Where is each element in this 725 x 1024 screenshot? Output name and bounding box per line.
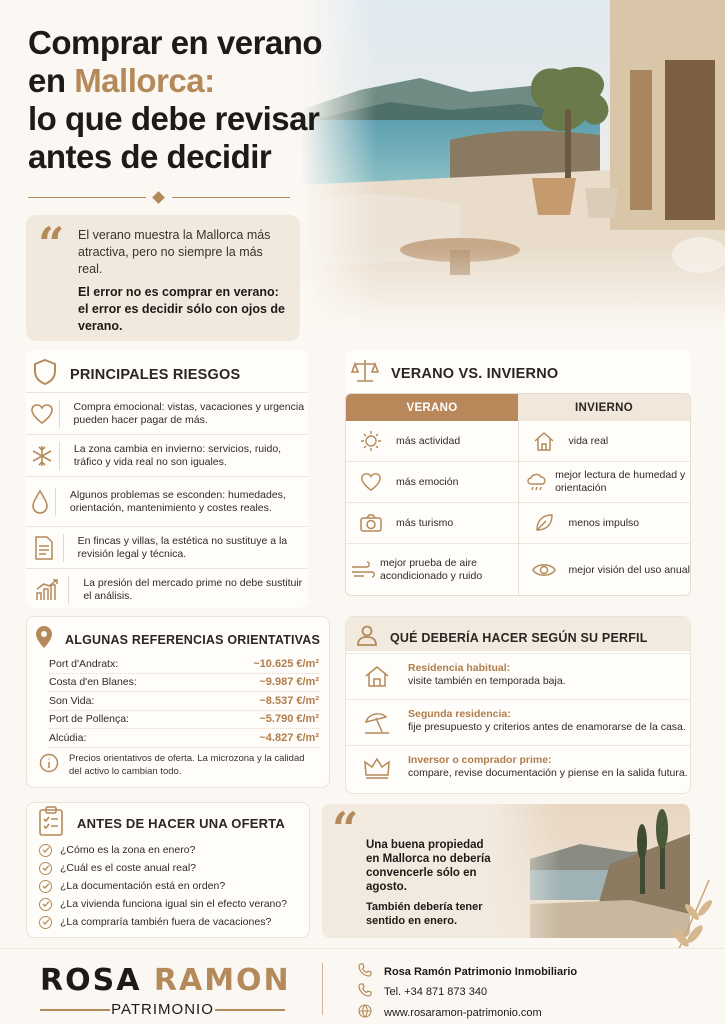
home-icon bbox=[346, 662, 408, 688]
ref-place: Port de Pollença: bbox=[49, 713, 129, 726]
closing-line-2: También debería tener sentido en enero. bbox=[366, 901, 483, 927]
intro-quote-bold: El error no es comprar en verano: el error es decidir sólo con ojos de verano. bbox=[78, 285, 286, 333]
checklist-item bbox=[39, 877, 287, 895]
document-icon bbox=[26, 534, 64, 562]
table-row bbox=[49, 674, 319, 693]
eye-icon bbox=[519, 562, 569, 578]
brand-subtitle: PATRIMONIO bbox=[111, 1001, 214, 1018]
summer-text: más actividad bbox=[396, 434, 461, 447]
winter-header: INVIERNO bbox=[518, 394, 690, 421]
location-pin-icon bbox=[35, 625, 53, 654]
clipboard-icon bbox=[37, 805, 65, 842]
profile-item bbox=[346, 653, 690, 699]
risk-text: Compra emocional: vistas, vacaciones y urgencia pueden hacer pagar de más. bbox=[73, 400, 305, 426]
perfil-title: QUÉ DEBERÍA HACER SEGÚN SU PERFIL bbox=[390, 630, 648, 645]
web-line[interactable] bbox=[358, 1004, 542, 1021]
ref-place: Costa d'en Blanes: bbox=[49, 676, 137, 689]
scale-icon bbox=[351, 358, 379, 389]
list-item bbox=[26, 392, 308, 434]
quote-icon: “ bbox=[332, 804, 359, 856]
company-line bbox=[358, 963, 577, 980]
profile-key: Inversor o comprador prime: bbox=[408, 754, 552, 766]
winter-row bbox=[519, 544, 691, 596]
table-row bbox=[49, 692, 319, 711]
list-item bbox=[26, 476, 308, 526]
checklist-item bbox=[39, 841, 287, 859]
summer-text: mejor prueba de aire acondicionado y ruido bbox=[380, 557, 483, 582]
leaf-icon bbox=[519, 512, 569, 534]
riesgos-title: PRINCIPALES RIESGOS bbox=[70, 366, 241, 383]
heart-icon bbox=[26, 400, 60, 428]
heart-icon bbox=[346, 472, 396, 492]
house-icon bbox=[519, 430, 569, 452]
phone-icon bbox=[358, 963, 372, 980]
snowflake-icon bbox=[26, 442, 60, 470]
shield-icon bbox=[32, 358, 58, 391]
ref-value: ~9.987 €/m² bbox=[259, 676, 319, 689]
checklist-text: ¿La vivienda funciona igual sin el efecto verano? bbox=[60, 898, 288, 910]
person-icon bbox=[356, 624, 378, 651]
hero-image bbox=[300, 0, 725, 330]
title-divider bbox=[28, 192, 290, 204]
referencias-note: Precios orientativos de oferta. La microzona y la calidad del activo lo cambian todo. bbox=[69, 753, 305, 777]
profile-item bbox=[346, 699, 690, 747]
company-name: Rosa Ramón Patrimonio Inmobiliario bbox=[384, 965, 578, 978]
ref-value: ~4.827 €/m² bbox=[259, 731, 319, 744]
winter-row bbox=[519, 503, 691, 544]
globe-icon bbox=[358, 1004, 372, 1021]
title-line-2-a: en bbox=[28, 62, 75, 99]
title-line-1: Comprar en verano bbox=[28, 24, 323, 61]
summer-row bbox=[346, 462, 518, 503]
summer-row bbox=[346, 544, 518, 596]
checklist-item bbox=[39, 895, 287, 913]
summer-row bbox=[346, 421, 518, 462]
crown-icon bbox=[346, 754, 408, 780]
risk-text: La zona cambia en invierno: servicios, ruido, tráfico y vida real no son iguales. bbox=[73, 442, 282, 468]
phone-icon bbox=[358, 983, 372, 1000]
referencias-title: ALGUNAS REFERENCIAS ORIENTATIVAS bbox=[65, 632, 321, 647]
vs-table bbox=[345, 393, 691, 596]
chart-icon bbox=[26, 576, 69, 604]
title-line-3: lo que debe revisar bbox=[28, 100, 320, 137]
sun-icon bbox=[346, 430, 396, 452]
profile-key: Residencia habitual: bbox=[408, 662, 511, 674]
checklist-item bbox=[39, 913, 287, 931]
riesgos-card bbox=[26, 350, 308, 608]
info-icon bbox=[39, 753, 59, 778]
referencias-card bbox=[26, 616, 330, 788]
title-accent: Mallorca: bbox=[74, 62, 215, 99]
website-link[interactable]: www.rosaramon-patrimonio.com bbox=[384, 1006, 542, 1019]
summer-row bbox=[346, 503, 518, 544]
winter-row bbox=[519, 462, 691, 503]
winter-text: vida real bbox=[568, 434, 609, 447]
risk-text: Algunos problemas se esconden: humedades, orientación, mantenimiento y costes reales. bbox=[69, 488, 286, 514]
phone-line[interactable] bbox=[358, 983, 487, 1000]
table-row bbox=[49, 655, 319, 674]
checklist-text: ¿Cuál es el coste anual real? bbox=[60, 862, 196, 874]
closing-line-1: Una buena propiedad en Mallorca no debería convencerle sólo en agosto. bbox=[366, 839, 491, 893]
intro-quote-text: El verano muestra la Mallorca más atractiva, pero no siempre la más real. bbox=[78, 228, 271, 276]
ref-value: ~10.625 €/m² bbox=[253, 657, 319, 670]
summer-header: VERANO bbox=[346, 394, 518, 421]
check-icon bbox=[39, 862, 52, 875]
footer bbox=[0, 948, 725, 1024]
ref-place: Son Vida: bbox=[49, 694, 95, 707]
vs-title: VERANO VS. INVIERNO bbox=[391, 365, 559, 382]
check-icon bbox=[39, 880, 52, 893]
table-row bbox=[49, 729, 319, 748]
brand-logo bbox=[40, 963, 291, 998]
ref-place: Alcúdia: bbox=[49, 731, 87, 744]
profile-item bbox=[346, 745, 690, 793]
winter-text: menos impulso bbox=[568, 516, 640, 529]
list-item bbox=[26, 568, 308, 610]
profile-desc: compare, revise documentación y piense en la salida futura. bbox=[408, 767, 688, 779]
camera-icon bbox=[346, 513, 396, 533]
winter-text: mejor lectura de humedad y orientación bbox=[555, 469, 686, 494]
ref-value: ~8.537 €/m² bbox=[259, 694, 319, 707]
summer-text: más emoción bbox=[396, 475, 459, 488]
water-drop-icon bbox=[26, 488, 56, 516]
risk-text: La presión del mercado prime no debe sustituir el análisis. bbox=[83, 576, 303, 602]
ref-place: Port d'Andratx: bbox=[49, 657, 119, 670]
intro-quote bbox=[26, 215, 300, 341]
brand-name-b: RAMON bbox=[153, 963, 291, 998]
check-icon bbox=[39, 916, 52, 929]
checklist-text: ¿Cómo es la zona en enero? bbox=[60, 844, 196, 856]
title-line-4: antes de decidir bbox=[28, 138, 272, 175]
brand-name-a: ROSA bbox=[40, 963, 154, 998]
profile-key: Segunda residencia: bbox=[408, 708, 511, 720]
oferta-title: ANTES DE HACER UNA OFERTA bbox=[77, 816, 285, 831]
wind-icon bbox=[346, 560, 380, 580]
winter-row bbox=[519, 421, 691, 462]
rain-cloud-icon bbox=[519, 471, 556, 493]
diamond-icon bbox=[152, 191, 165, 204]
table-row bbox=[49, 711, 319, 730]
oferta-card bbox=[26, 802, 310, 938]
check-icon bbox=[39, 898, 52, 911]
title-line-2 bbox=[28, 62, 348, 100]
winter-text: mejor visión del uso anual bbox=[568, 563, 690, 576]
list-item bbox=[26, 434, 308, 476]
checklist-text: ¿La compraría también fuera de vacaciones? bbox=[60, 916, 272, 928]
perfil-card bbox=[345, 616, 691, 794]
beach-umbrella-icon bbox=[346, 708, 408, 736]
check-icon bbox=[39, 844, 52, 857]
list-item bbox=[26, 526, 308, 568]
checklist-item bbox=[39, 859, 287, 877]
ref-value: ~5.790 €/m² bbox=[259, 713, 319, 726]
profile-desc: fije presupuesto y criterios antes de enamorarse de la casa. bbox=[408, 721, 686, 733]
quote-icon: “ bbox=[38, 217, 65, 271]
verano-invierno-card bbox=[345, 350, 691, 596]
checklist-text: ¿La documentación está en orden? bbox=[60, 880, 226, 892]
page-title bbox=[28, 24, 348, 176]
profile-desc: visite también en temporada baja. bbox=[408, 675, 566, 687]
summer-text: más turismo bbox=[396, 516, 454, 529]
risk-text: En fincas y villas, la estética no sustituye a la revisión legal y técnica. bbox=[77, 534, 288, 560]
phone-number[interactable]: Tel. +34 871 873 340 bbox=[384, 985, 488, 998]
